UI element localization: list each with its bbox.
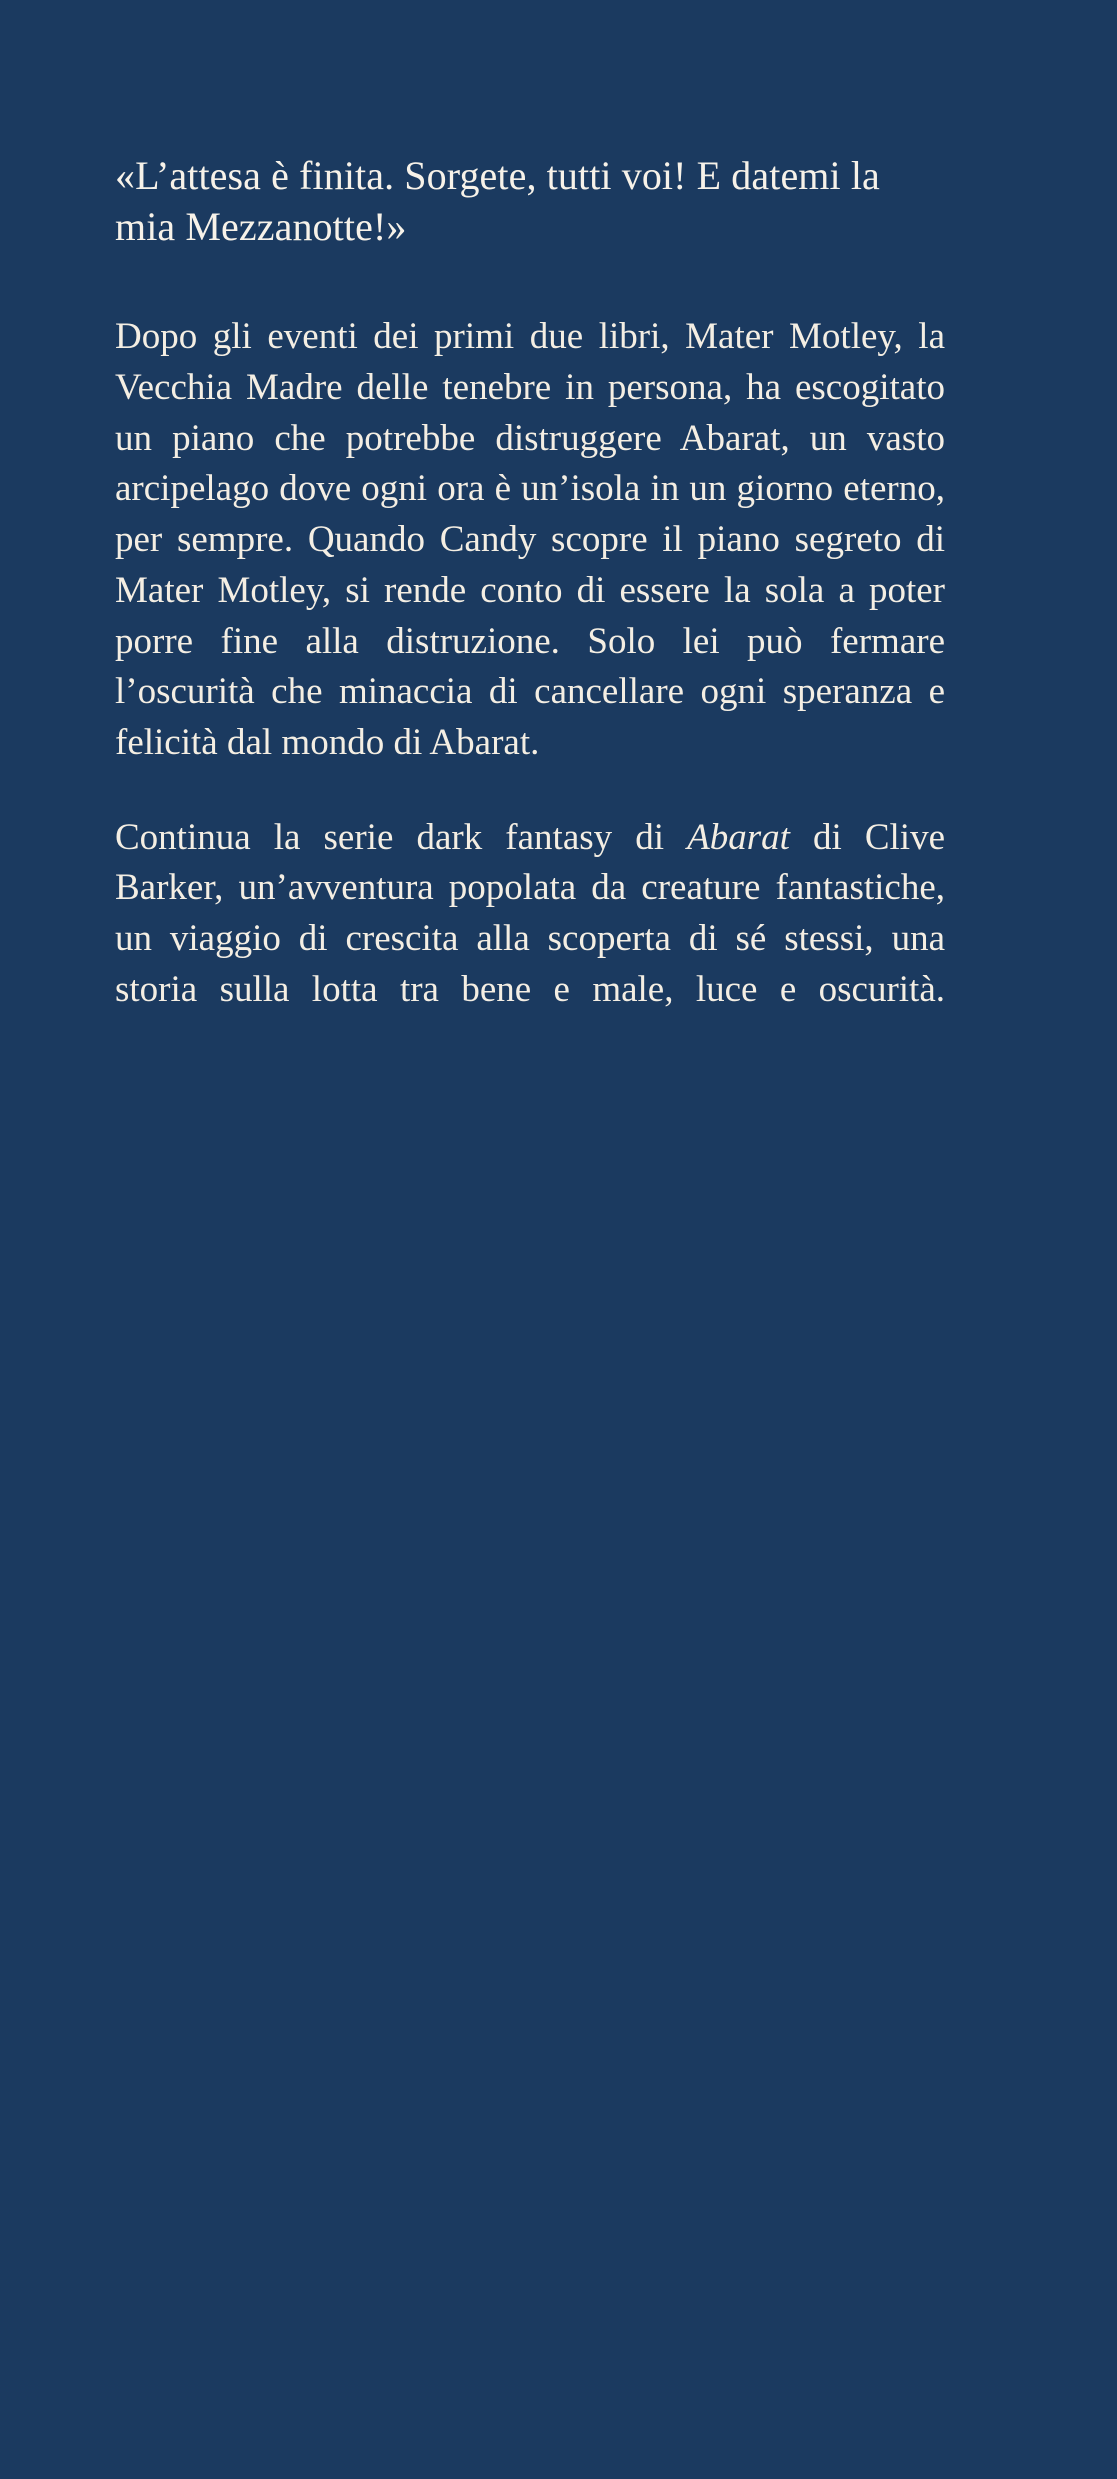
blurb-text-block [115, 150, 945, 1066]
series-paragraph-lead: Continua la serie dark fantasy di [115, 816, 688, 858]
synopsis-paragraph: Dopo gli eventi dei primi due libri, Mater Motley, la Vecchia Madre delle tenebre in persona, ha escogitato un piano che potrebbe distruggere Abarat, un vasto arcipelago dove ogni ora è un’isola in un giorno eterno, per sempre. Quando Candy scopre il piano segreto di Mater Motley, si rende conto di essere la sola a poter porre fine alla distruzione. Solo lei può fermare l’oscurità che minaccia di cancellare ogni speranza e felicità dal mondo di Abarat. [115, 316, 945, 763]
series-paragraph-tail: di Clive Barker, un’avventura popolata da creature fantastiche, un viaggio di crescita alla scoperta di sé stessi, una storia sulla lotta tra bene e male, luce e oscurità. [115, 816, 945, 1010]
series-title: Abarat [687, 816, 790, 858]
pull-quote: «L’attesa è finita. Sorgete, tutti voi! E datemi la mia Mezzanotte!» [115, 153, 880, 250]
series-paragraph [115, 813, 945, 1066]
